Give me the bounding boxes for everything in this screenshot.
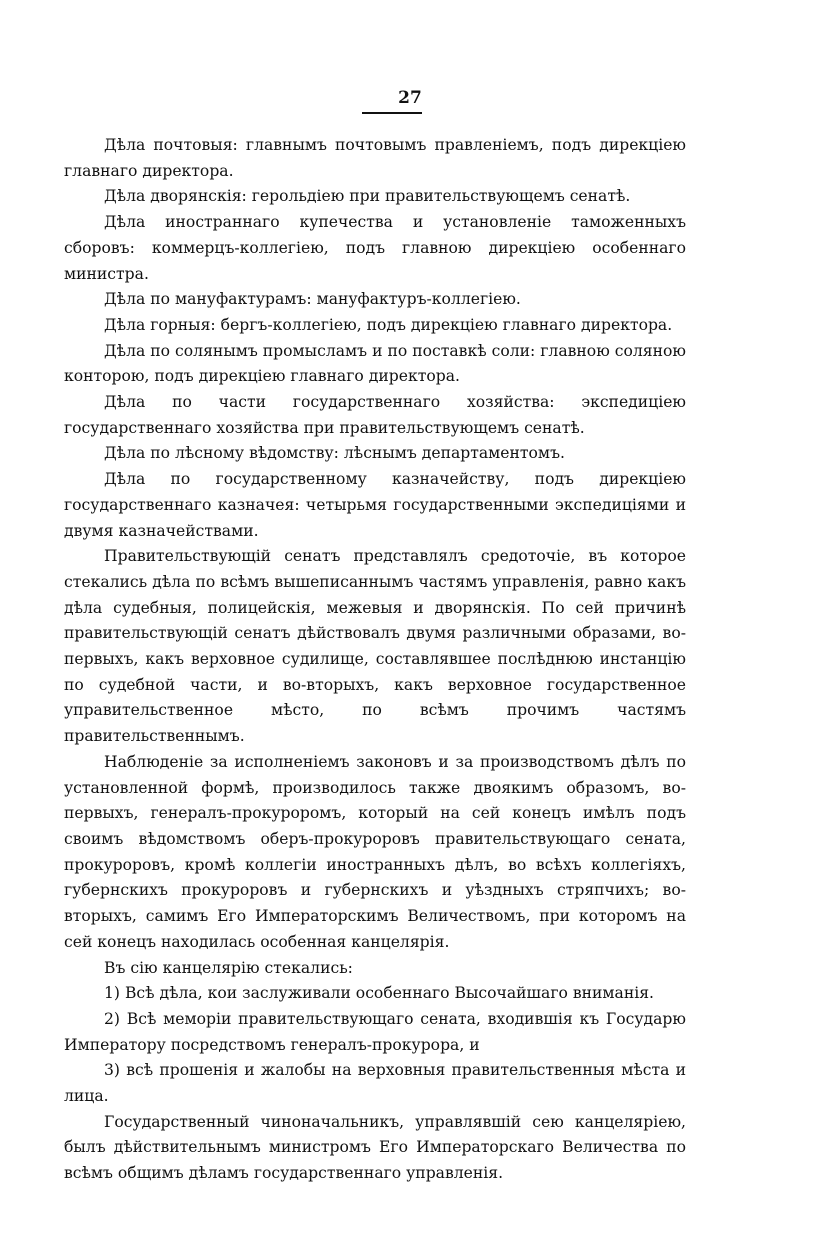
paragraph-mining: Дѣла горныя: бергъ-коллегіею, подъ дирекціею главнаго директора.	[104, 315, 673, 334]
paragraph-treasury: Дѣла по государственному казначейству, подъ дирекціею государственнаго казначея: четырьмя государственными экспедиціями и двумя казначействами.	[64, 470, 686, 540]
paragraph-chancellery-intro: Въ сію канцелярію стекались:	[104, 958, 353, 977]
paragraph-foreign-merchants: Дѣла иностраннаго купечества и установленіе таможенныхъ сборовъ: коммерцъ-коллегіею, подъ главною дирекціею особеннаго министра.	[64, 213, 686, 283]
page-number: 27	[398, 88, 422, 108]
list-item-3: 3) всѣ прошенія и жалобы на верховныя правительственныя мѣста и лица.	[64, 1061, 686, 1106]
paragraph-manufactures: Дѣла по мануфактурамъ: мануфактуръ-коллегіею.	[104, 290, 521, 309]
paragraph-supervision: Наблюденіе за исполненіемъ законовъ и за производствомъ дѣлъ по установленной формѣ, производилось также двоякимъ образомъ, во-первыхъ, генералъ-прокуроромъ, который на сей конецъ имѣлъ подъ своимъ вѣдомствомъ оберъ-прокуроровъ правительствующаго сената, прокуроровъ, кромѣ коллегіи иностранныхъ дѣлъ, во всѣхъ коллегіяхъ, губернскихъ прокуроровъ и губернскихъ и уѣздныхъ стряпчихъ; во-вторыхъ, самимъ Его Императорскимъ Величествомъ, при которомъ на сей конецъ находилась особенная канцелярія.	[64, 752, 686, 951]
paragraph-postal-affairs: Дѣла почтовыя: главнымъ почтовымъ правленіемъ, подъ дирекціею главнаго директора.	[64, 136, 686, 180]
page-body	[64, 133, 686, 1187]
paragraph-state-economy: Дѣла по части государственнаго хозяйства: экспедиціею государственнаго хозяйства при правительствующемъ сенатѣ.	[64, 393, 686, 437]
paragraph-forestry: Дѣла по лѣсному вѣдомству: лѣснымъ департаментомъ.	[104, 444, 565, 463]
page-number-underline	[362, 112, 422, 114]
paragraph-state-official: Государственный чиноначальникъ, управлявшій сею канцеляріею, былъ дѣйствительнымъ министромъ Его Императорскаго Величества по всѣмъ общимъ дѣламъ государственнаго управленія.	[64, 1112, 686, 1183]
paragraph-senate: Правительствующій сенатъ представлялъ средоточіе, въ которое стекались дѣла по всѣмъ вышеписаннымъ частямъ управленія, равно какъ дѣла судебныя, полицейскія, межевыя и дворянскія. По сей причинѣ правительствующій сенатъ дѣйствовалъ двумя различными образами, во-первыхъ, какъ верховное судилище, составлявшее послѣднюю инстанцію по судебной части, и во-вторыхъ, какъ верховное государственное управительственное мѣсто, по всѣмъ прочимъ частямъ правительственнымъ.	[64, 547, 686, 746]
paragraph-nobility-affairs: Дѣла дворянскія: герольдіею при правительствующемъ сенатѣ.	[104, 187, 631, 206]
paragraph-salt-industry: Дѣла по солянымъ промысламъ и по поставкѣ соли: главною соляною конторою, подъ дирекціею главнаго директора.	[64, 341, 686, 386]
list-item-1: 1) Всѣ дѣла, кои заслуживали особеннаго Высочайшаго вниманія.	[104, 984, 654, 1003]
list-item-2: 2) Всѣ меморіи правительствующаго сената, входившія къ Государю Императору посредствомъ генералъ-прокурора, и	[64, 1009, 686, 1054]
